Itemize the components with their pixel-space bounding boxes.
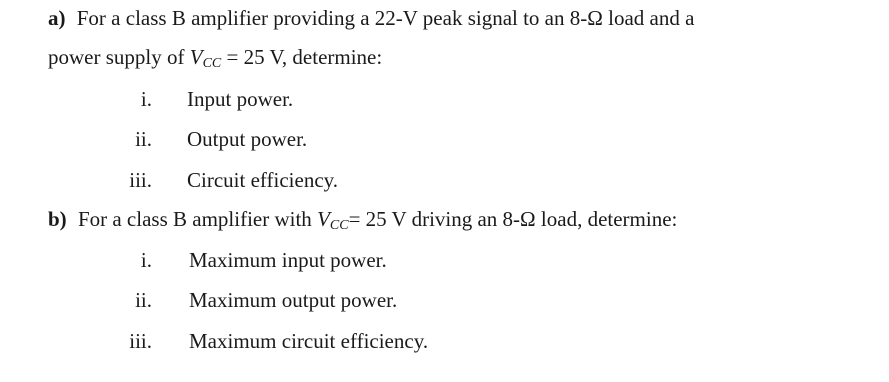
vcc-subscript: CC [202, 56, 222, 71]
part-b-line-1 [48, 209, 677, 233]
part-a-item-1-number: i. [140, 87, 152, 111]
vcc-subscript-b: CC [329, 218, 349, 233]
vcc-variable-b: V [317, 207, 330, 231]
part-b-item-1-number: i. [140, 248, 152, 272]
vcc-variable: V [189, 45, 203, 69]
part-a-question-text-2-post: = 25 V, determine: [221, 45, 383, 69]
part-a-item-3-text: Circuit efficiency. [187, 168, 339, 192]
part-a-line-2 [48, 47, 382, 71]
part-b-item-3-number: iii. [129, 329, 152, 353]
part-a-item-2-text: Output power. [187, 127, 308, 151]
part-b-item-2-number: ii. [135, 288, 152, 312]
part-a-line-1 [48, 8, 694, 29]
part-b-item-3-text: Maximum circuit efficiency. [189, 329, 429, 353]
part-b-question-text-post: = 25 V driving an 8-Ω load, determine: [348, 207, 678, 231]
part-a-label: a) [48, 6, 66, 30]
part-a-item-1-text: Input power. [187, 87, 294, 111]
part-b-question-text-pre: For a class B amplifier with [77, 207, 318, 231]
part-a-question-text-2-pre: power supply of [48, 45, 190, 69]
part-a-item-2-number: ii. [135, 127, 152, 151]
part-b-item-2-text: Maximum output power. [189, 288, 398, 312]
part-a-item-3-number: iii. [129, 168, 152, 192]
part-a-question-text-1: For a class B amplifier providing a 22-V peak signal to an 8-Ω load and a [76, 6, 695, 30]
part-b-item-1-text: Maximum input power. [189, 248, 387, 272]
part-b-label: b) [48, 207, 67, 231]
